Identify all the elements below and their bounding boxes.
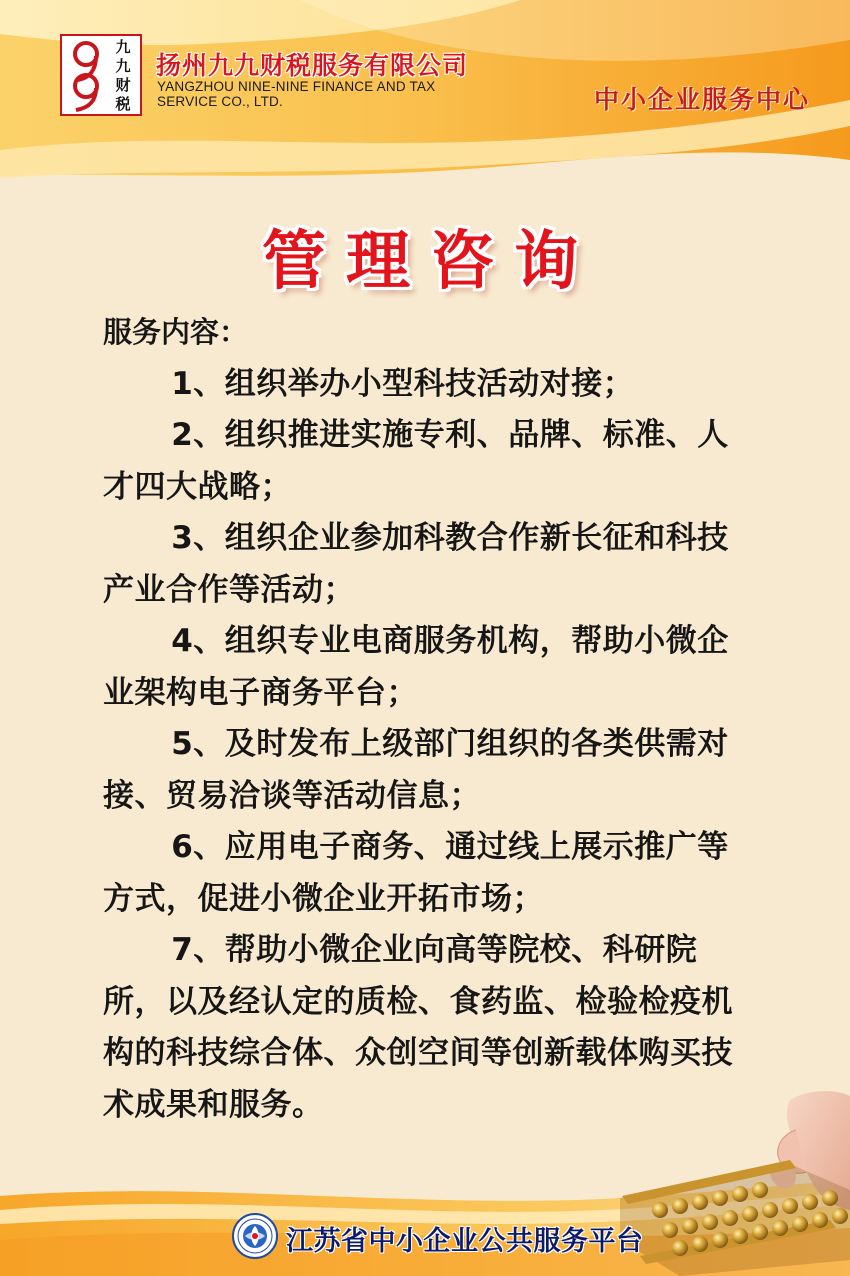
company-name-cn: 扬州九九财税服务有限公司	[156, 51, 469, 80]
service-item-5: 5、及时发布上级部门组织的各类供需对接、贸易洽谈等活动信息；	[103, 726, 729, 814]
company-logo	[60, 34, 142, 116]
company-name-en-line2: SERVICE CO., LTD.	[157, 94, 283, 109]
service-item-1: 1、组织举办小型科技活动对接；	[171, 365, 635, 402]
company-name-en-line1: YANGZHOU NINE-NINE FINANCE AND TAX	[157, 79, 436, 94]
service-item-3: 3、组织企业参加科教合作新长征和科技产业合作等活动；	[103, 520, 729, 608]
platform-badge	[232, 1213, 662, 1263]
service-center-name: 中小企业服务中心	[593, 85, 810, 114]
section-label: 服务内容：	[103, 315, 249, 349]
service-item-4: 4、组织专业电商服务机构，帮助小微企业架构电子商务平台；	[103, 623, 729, 711]
logo-nine-nine-mark	[66, 40, 108, 112]
logo-char: 九	[115, 38, 131, 56]
company-name-en	[157, 79, 435, 109]
service-content	[103, 307, 753, 1131]
logo-text	[108, 38, 138, 114]
logo-char: 九	[115, 57, 131, 75]
platform-name: 江苏省中小企业公共服务平台	[286, 1226, 644, 1257]
platform-emblem-icon	[232, 1213, 278, 1259]
logo-char: 财	[115, 76, 131, 94]
service-item-6: 6、应用电子商务、通过线上展示推广等方式，促进小微企业开拓市场；	[103, 829, 729, 917]
logo-char: 税	[115, 95, 131, 113]
service-item-2: 2、组织推进实施专利、品牌、标准、人才四大战略；	[103, 417, 729, 505]
service-item-7: 7、帮助小微企业向高等院校、科研院所，以及经认定的质检、食药监、检验检疫机构的科技综合体、众创空间等创新载体购买技术成果和服务。	[103, 932, 733, 1123]
page-title: 管理咨询	[262, 224, 598, 299]
